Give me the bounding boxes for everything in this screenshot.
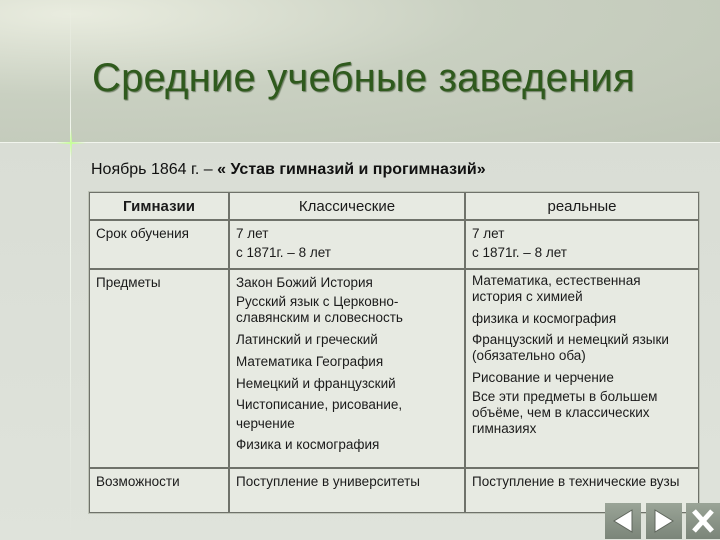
row-label-opportunities	[89, 468, 229, 513]
header-real	[465, 192, 699, 220]
cell-classic-opportunities	[229, 468, 465, 513]
cell-line: Поступление в университеты	[236, 474, 420, 489]
cell-line: Все эти предметы в большем объёме, чем в классических гимназиях	[472, 389, 658, 436]
row-label-text: Возможности	[96, 474, 180, 489]
cell-classic-subjects	[229, 269, 465, 468]
triangle-right-icon	[646, 503, 682, 539]
end-slideshow-button[interactable]	[686, 503, 720, 539]
subtitle-statute: « Устав гимназий и прогимназий»	[217, 161, 486, 178]
header-classic	[229, 192, 465, 220]
cell-line: физика и космография	[472, 311, 617, 326]
cell-line: Поступление в технические вузы	[472, 474, 680, 489]
cell-line: Латинский и греческий	[236, 332, 378, 347]
cell-line: с 1871г. – 8 лет	[472, 245, 567, 260]
row-label-duration	[89, 220, 229, 269]
next-slide-button[interactable]	[646, 503, 682, 539]
cell-line: Математика География	[236, 354, 384, 369]
cell-line: Немецкий и французский	[236, 376, 396, 391]
row-label-subjects	[89, 269, 229, 468]
row-label-text: Предметы	[96, 275, 161, 290]
table-row	[89, 269, 699, 468]
subtitle-date: Ноябрь 1864 г. –	[91, 161, 218, 178]
schools-table	[88, 191, 700, 514]
sparkle-icon	[56, 128, 86, 158]
cell-line: Рисование и черчение	[472, 370, 614, 385]
header-classic-label: Классические	[298, 197, 396, 215]
row-label-text: Срок обучения	[96, 226, 189, 241]
previous-slide-button[interactable]	[605, 503, 641, 539]
divider-line	[0, 142, 720, 143]
cell-line: Чистописание, рисование, черчение	[236, 397, 403, 431]
cell-line: Физика и космография	[236, 437, 380, 452]
cell-line: Французский и немецкий языки (обязательно оба)	[472, 332, 669, 363]
cell-real-subjects	[465, 269, 699, 468]
cell-line: Закон Божий История	[236, 275, 373, 290]
header-gymnasiums-label: Гимназии	[123, 197, 195, 215]
table-header-row	[89, 192, 699, 220]
triangle-left-icon	[605, 503, 641, 539]
header-gymnasiums	[89, 192, 229, 220]
cell-classic-duration	[229, 220, 465, 269]
cell-line: 7 лет	[472, 226, 505, 241]
cell-line: 7 лет	[236, 226, 269, 241]
header-real-label: реальные	[547, 197, 617, 215]
end-icon	[686, 503, 720, 539]
cell-line: Русский язык с Церковно-славянским и словесность	[236, 294, 403, 325]
cell-real-duration	[465, 220, 699, 269]
slide-subtitle	[91, 161, 486, 179]
cell-line: Математика, естественная история с химией	[472, 273, 641, 304]
vertical-accent-line	[70, 0, 71, 540]
cell-line: с 1871г. – 8 лет	[236, 245, 331, 260]
table-row	[89, 220, 699, 269]
slide-title: Средние учебные заведения	[92, 56, 635, 100]
